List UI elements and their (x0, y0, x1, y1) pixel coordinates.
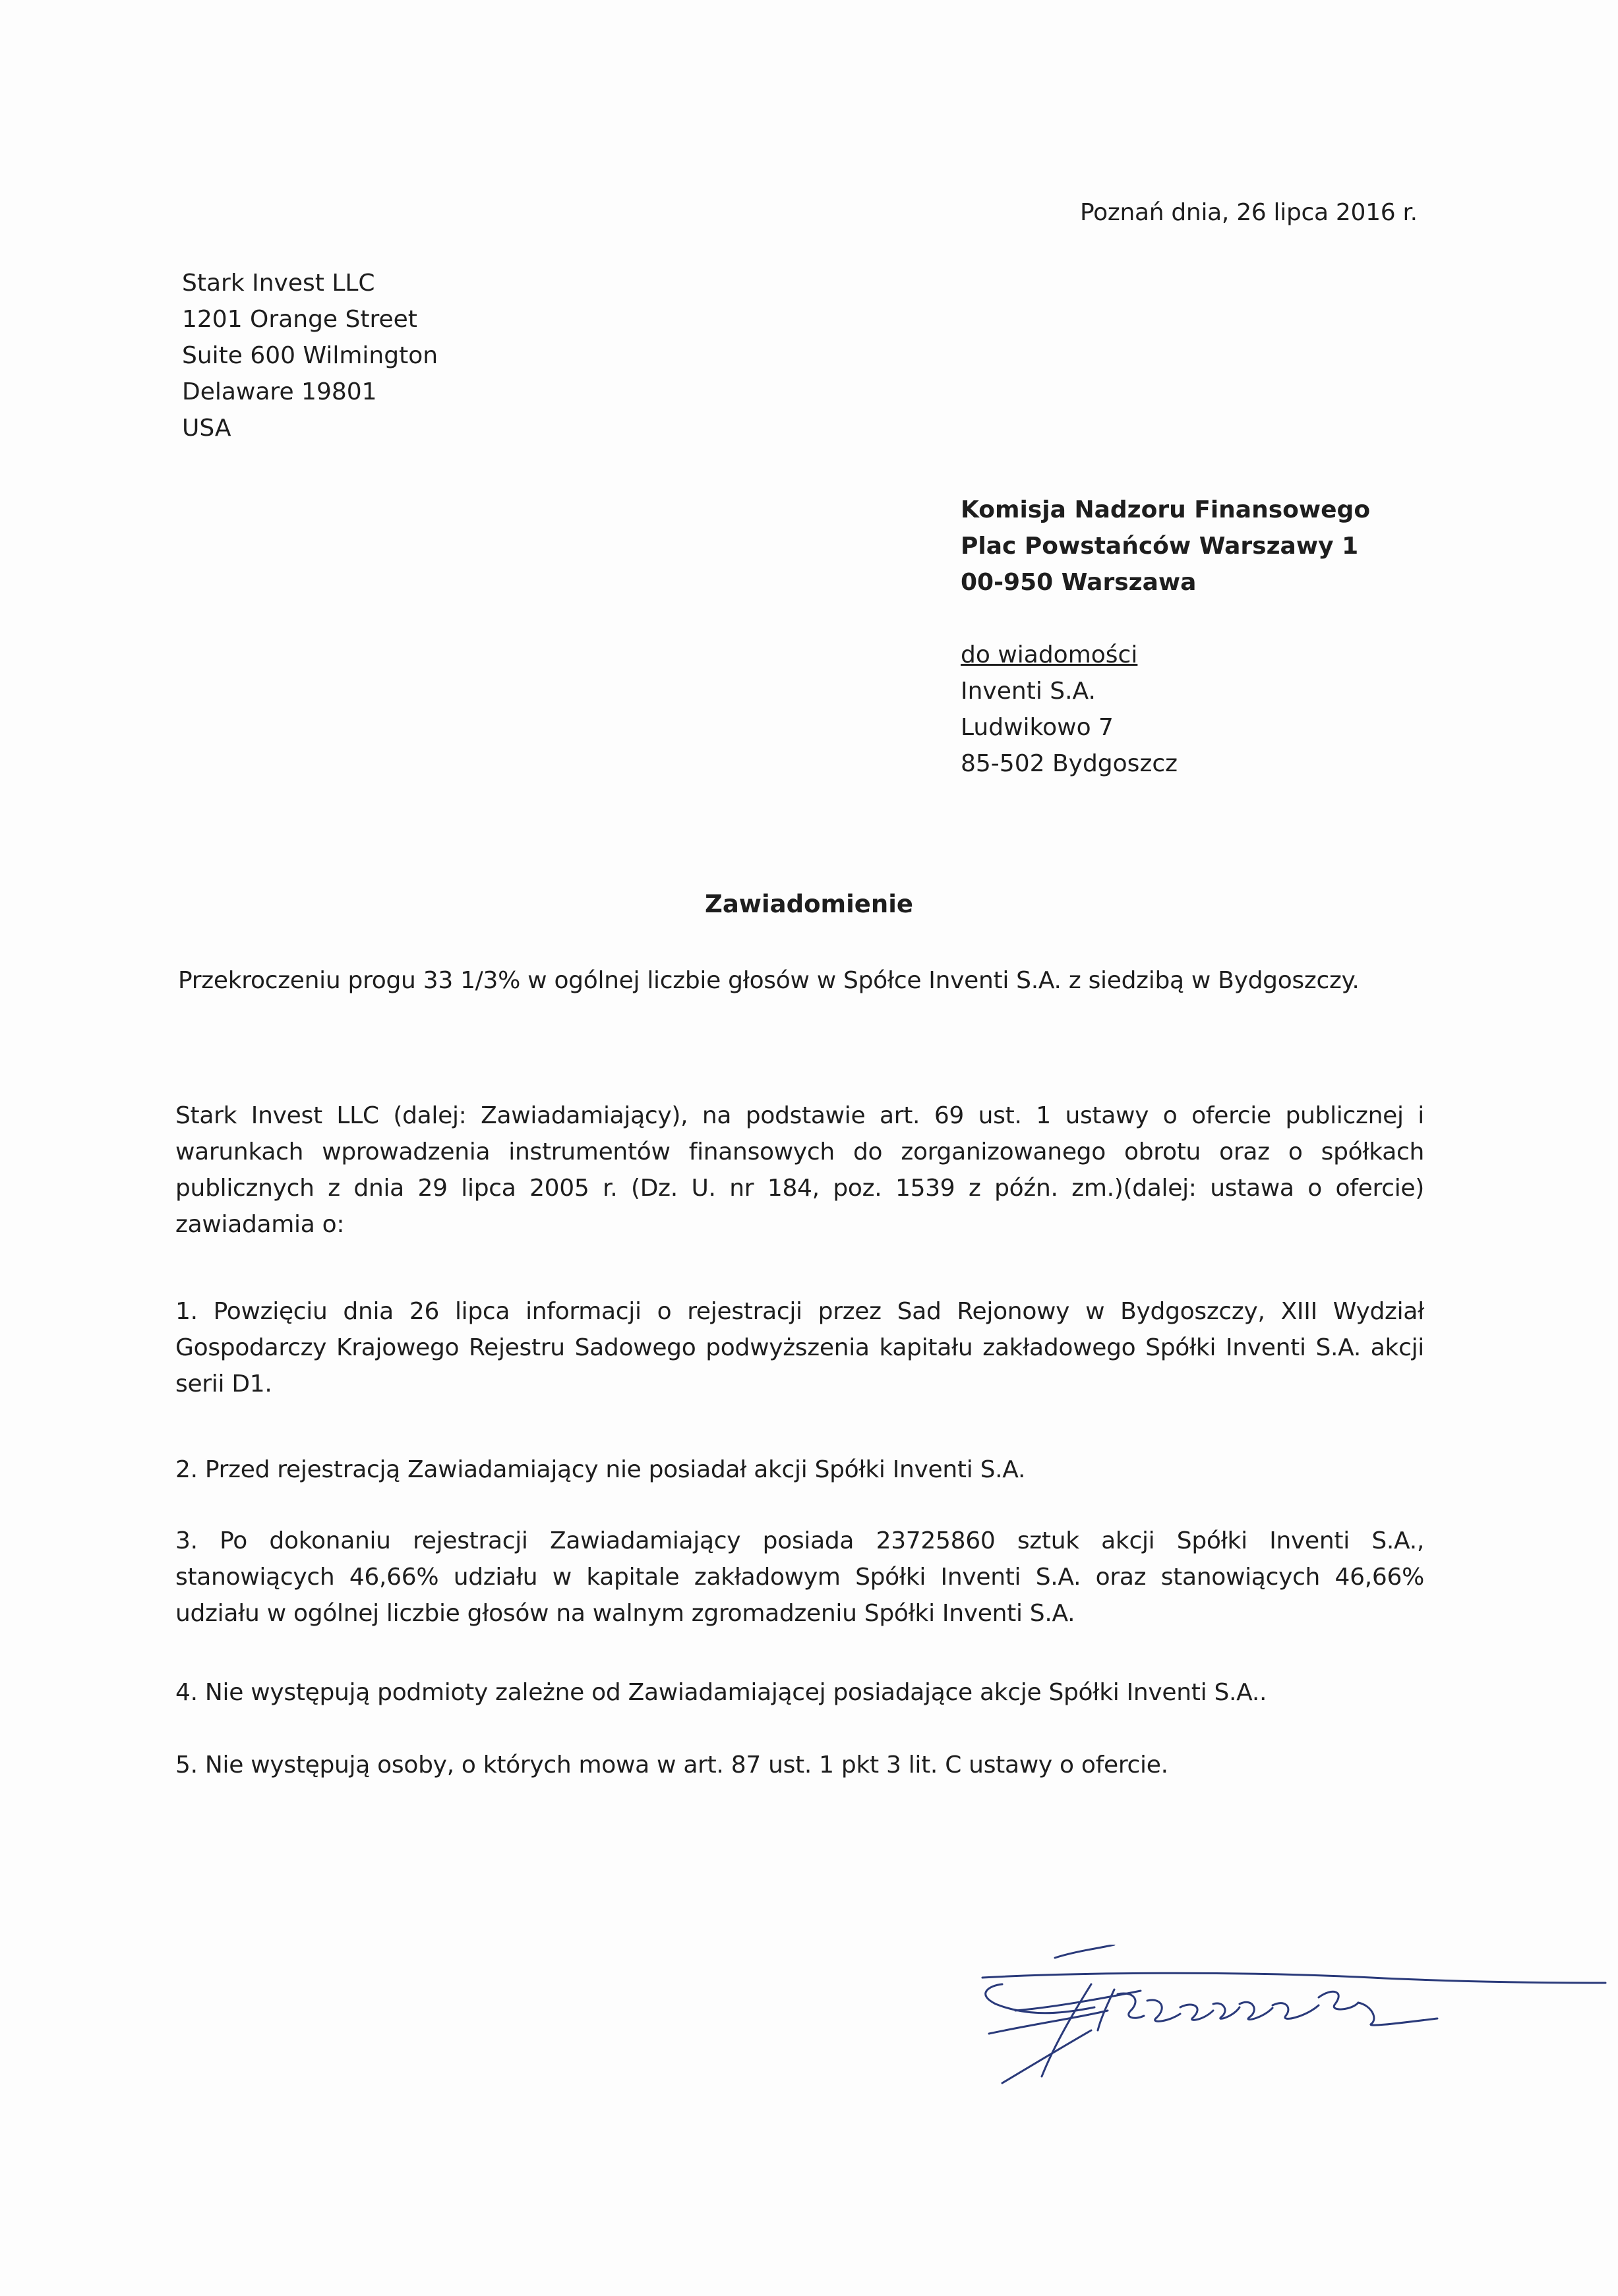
point-5: 5. Nie występują osoby, o których mowa w art. 87 ust. 1 pkt 3 lit. C ustawy o ofercie. (175, 1751, 1168, 1779)
recipient-line: Komisja Nadzoru Finansowego (961, 496, 1371, 523)
recipient-address (961, 492, 1370, 601)
recipient-line: 00-950 Warszawa (961, 569, 1197, 596)
cc-line: 85-502 Bydgoszcz (961, 750, 1178, 777)
sender-line: 1201 Orange Street (182, 306, 417, 333)
sender-address (182, 265, 438, 446)
cc-address (961, 637, 1178, 782)
intro-paragraph: Stark Invest LLC (dalej: Zawiadamiający), na podstawie art. 69 ust. 1 ustawy o ofercie publicznej i warunkach wprowadzenia instrumentów finansowych do zorganizowanego obrotu oraz o spółkach publicznych z dnia 29 lipca 2005 r. (Dz. U. nr 184, poz. 1539 z późn. zm.)(dalej: ustawa o ofercie) zawiadamia o: (175, 1102, 1424, 1238)
point-2: 2. Przed rejestracją Zawiadamiający nie posiadał akcji Spółki Inventi S.A. (175, 1456, 1026, 1483)
sender-line: Delaware 19801 (182, 378, 377, 405)
subject-line: Przekroczeniu progu 33 1/3% w ogólnej liczbie głosów w Spółce Inventi S.A. z siedzibą w Bydgoszczy. (178, 967, 1360, 994)
cc-line: Ludwikowo 7 (961, 714, 1114, 741)
point-4: 4. Nie występują podmioty zależne od Zawiadamiającej posiadające akcje Spółki Inventi S.A.. (175, 1679, 1267, 1706)
recipient-line: Plac Powstańców Warszawy 1 (961, 533, 1359, 560)
cc-line: Inventi S.A. (961, 678, 1096, 705)
point-3: 3. Po dokonaniu rejestracji Zawiadamiający posiada 23725860 sztuk akcji Spółki Inventi S.A., stanowiących 46,66% udziału w kapitale zakładowym Spółki Inventi S.A. oraz stanowiących 46,66% udziału w ogólnej liczbie głosów na walnym zgromadzeniu Spółki Inventi S.A. (175, 1527, 1424, 1627)
handwritten-signature-icon (976, 1945, 1609, 2103)
sender-line: USA (182, 415, 231, 442)
cc-label: do wiadomości (961, 641, 1138, 668)
document-title: Zawiadomienie (705, 890, 913, 918)
sender-line: Suite 600 Wilmington (182, 342, 438, 369)
date-line: Poznań dnia, 26 lipca 2016 r. (1080, 199, 1418, 226)
sender-line: Stark Invest LLC (182, 270, 375, 297)
point-1: 1. Powzięciu dnia 26 lipca informacji o rejestracji przez Sad Rejonowy w Bydgoszczy, XIII Wydział Gospodarczy Krajowego Rejestru Sadowego podwyższenia kapitału zakładowego Spółki Inventi S.A. akcji serii D1. (175, 1298, 1424, 1398)
